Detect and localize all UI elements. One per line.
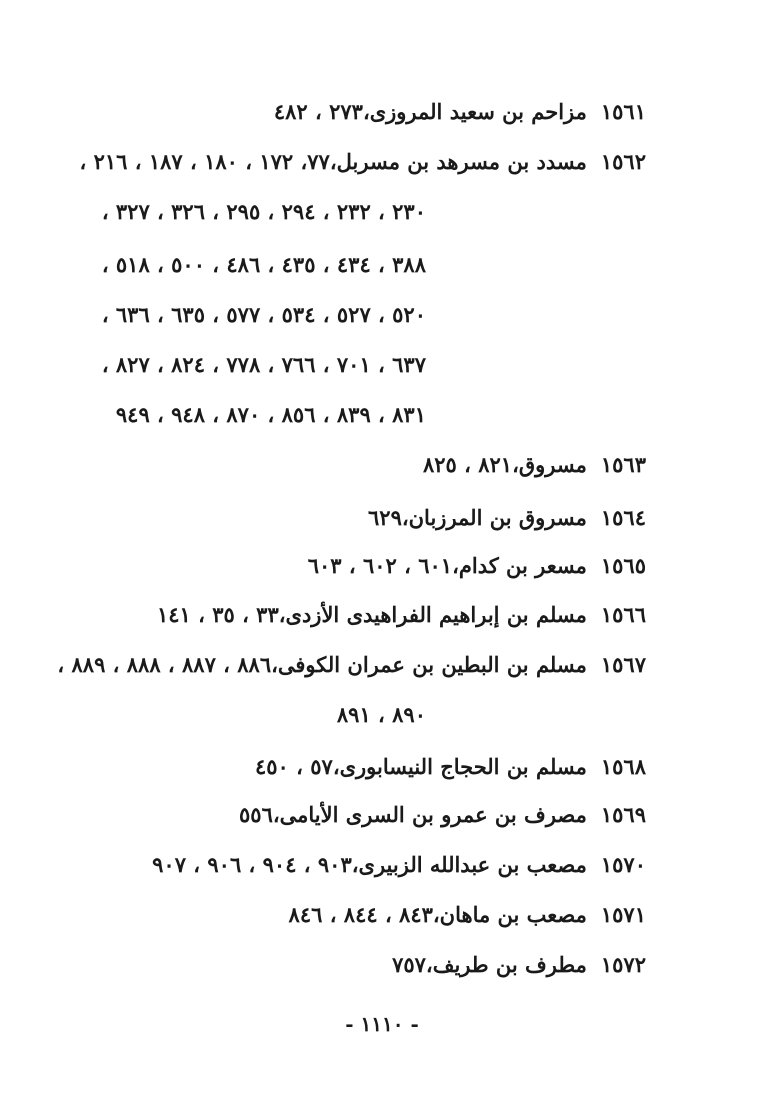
entry-text: مسلم بن إبراهيم الفراهيدى الأزدى،٣٣ ، ٣٥ ، ١٤١: [156, 602, 587, 627]
entry-text: مسعر بن كدام،٦٠١ ، ٦٠٢ ، ٦٠٣: [307, 553, 587, 578]
index-entry: [239, 800, 646, 830]
entry-text: مسدد بن مسرهد بن مسربل،٧٧، ١٧٢ ، ١٨٠ ، ١٨٧ ، ٢١٦ ،: [79, 149, 587, 174]
entry-number: ١٥٦٧: [600, 652, 646, 677]
entry-text: مصعب بن ماهان،٨٤٣ ، ٨٤٤ ، ٨٤٦: [288, 902, 587, 927]
entry-continuation: ٨٣١ ، ٨٣٩ ، ٨٥٦ ، ٨٧٠ ، ٩٤٨ ، ٩٤٩: [115, 402, 426, 427]
index-entry: [392, 950, 646, 980]
entry-number: ١٥٦٢: [600, 149, 646, 174]
index-entry: [152, 850, 646, 880]
entry-number: ١٥٦٩: [600, 802, 646, 827]
entry-number: ١٥٧١: [600, 902, 646, 927]
entry-number: ١٥٧٠: [600, 852, 646, 877]
entry-text: مسلم بن الحجاج النيسابورى،٥٧ ، ٤٥٠: [255, 754, 587, 779]
index-entry: [274, 97, 646, 127]
index-entry: [80, 147, 647, 177]
index-entry: [255, 752, 646, 782]
entry-continuation: ٢٣٠ ، ٢٣٢ ، ٢٩٤ ، ٢٩٥ ، ٣٢٦ ، ٣٢٧ ،: [101, 199, 426, 224]
index-entry: [308, 551, 646, 581]
entry-number: ١٥٦٣: [600, 452, 646, 477]
index-entry: [57, 650, 646, 680]
entry-continuation: ٣٨٨ ، ٤٣٤ ، ٤٣٥ ، ٤٨٦ ، ٥٠٠ ، ٥١٨ ،: [101, 252, 426, 277]
entry-text: مسروق بن المرزبان،٦٢٩: [368, 505, 587, 530]
entry-number: ١٥٦١: [600, 99, 646, 124]
page-number: - ١١١٠ -: [345, 1012, 419, 1036]
entry-text: مطرف بن طريف،٧٥٧: [392, 952, 587, 977]
index-entry: [423, 450, 646, 480]
entry-continuation: ٦٣٧ ، ٧٠١ ، ٧٦٦ ، ٧٧٨ ، ٨٢٤ ، ٨٢٧ ،: [101, 352, 426, 377]
entry-number: ١٥٦٨: [600, 754, 646, 779]
entry-number: ١٥٦٥: [600, 553, 646, 578]
entry-number: ١٥٦٤: [600, 505, 646, 530]
index-entry: [157, 600, 646, 630]
entry-continuation: ٥٢٠ ، ٥٢٧ ، ٥٣٤ ، ٥٧٧ ، ٦٣٥ ، ٦٣٦ ،: [101, 302, 426, 327]
entry-text: مزاحم بن سعيد المروزى،٢٧٣ ، ٤٨٢: [273, 99, 587, 124]
entry-number: ١٥٧٢: [600, 952, 646, 977]
entry-number: ١٥٦٦: [600, 602, 646, 627]
entry-text: مصعب بن عبدالله الزبيرى،٩٠٣ ، ٩٠٤ ، ٩٠٦ ، ٩٠٧: [152, 852, 587, 877]
entry-continuation: ٨٩٠ ، ٨٩١: [336, 702, 426, 727]
entry-text: مصرف بن عمرو بن السرى الأيامى،٥٥٦: [239, 802, 587, 827]
index-entry: [368, 503, 646, 533]
entry-text: مسلم بن البطين بن عمران الكوفى،٨٨٦ ، ٨٨٧ ، ٨٨٨ ، ٨٨٩ ،: [57, 652, 587, 677]
index-entry: [289, 900, 646, 930]
entry-text: مسروق،٨٢١ ، ٨٢٥: [422, 452, 587, 477]
